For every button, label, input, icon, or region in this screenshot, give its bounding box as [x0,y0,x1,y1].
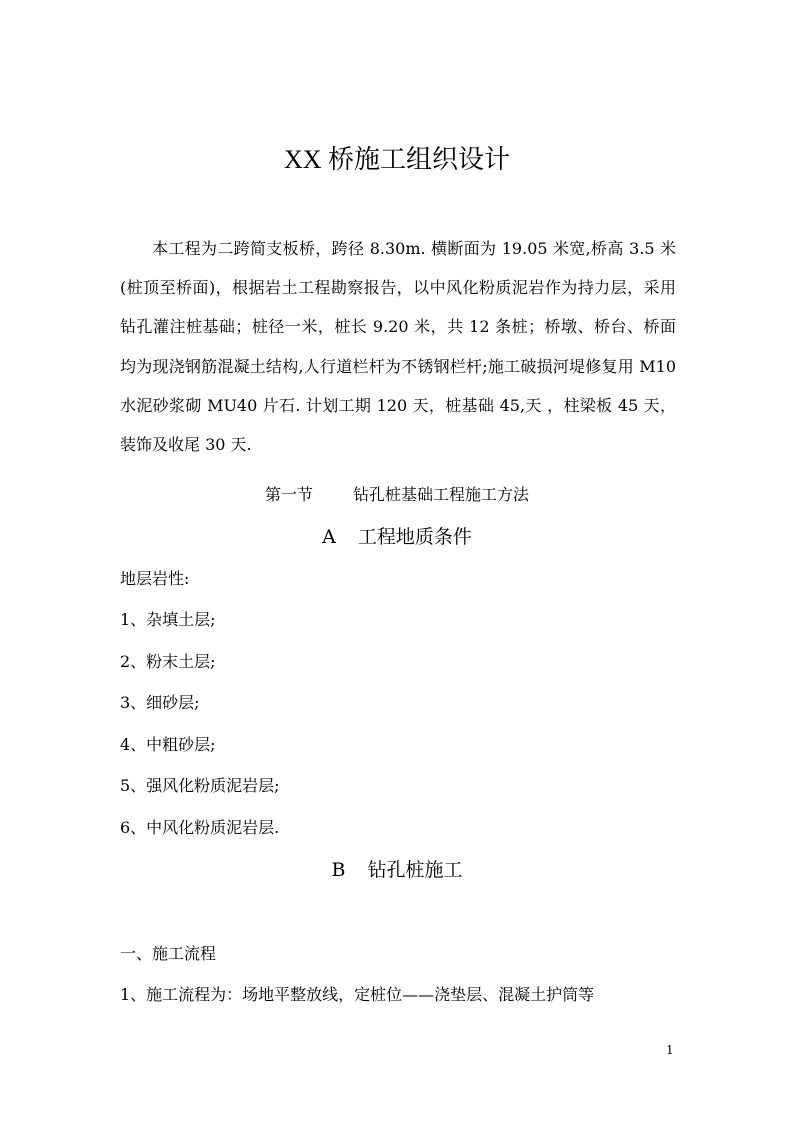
section-heading [0,482,794,505]
process-heading: 一、施工流程 [120,944,217,963]
subsection-a-heading [0,522,794,549]
process-line: 1、施工流程为：场地平整放线，定桩位——浇垫层、混凝土护筒等 [120,985,595,1004]
subsection-b-title: 钻孔桩施工 [367,859,463,881]
strata-item: 3、细砂层; [120,693,200,712]
intro-paragraph: 本工程为二跨简支板桥，跨径 8.30m. 横断面为 19.05 米宽,桥高 3.5 米(桩顶至桥面)，根据岩土工程勘察报告，以中风化粉质泥岩作为持力层，采用钻孔灌注桩基础；桩径一米，桩长 9.20 米，共 12 条桩；桥墩、桥台、桥面均为现浇钢筋混凝土结构,人行道栏杆为不锈钢栏杆;施工破损河堤修复用 M10 水泥砂浆砌 MU40 片石. 计划工期 120 天，桩基础 45,天 ，柱梁板 45 天，装饰及收尾 30 天. [120,239,676,455]
strata-item: 4、中粗砂层; [120,735,216,754]
subsection-a-letter: A [322,526,336,548]
page-number: 1 [666,1043,674,1057]
document-title: XX 桥施工组织设计 [283,145,511,174]
subsection-a-title: 工程地质条件 [357,526,472,548]
strata-label: 地层岩性: [120,569,190,588]
section-number: 第一节 [264,485,313,504]
strata-item: 1、杂填土层; [120,610,216,629]
section-title: 钻孔桩基础工程施工方法 [353,485,530,504]
subsection-b-letter: B [331,859,346,881]
strata-item: 5、强风化粉质泥岩层; [120,776,280,795]
subsection-b-heading [0,855,794,882]
strata-item: 6、中风化粉质泥岩层. [120,818,280,837]
strata-item: 2、粉末土层; [120,652,216,671]
